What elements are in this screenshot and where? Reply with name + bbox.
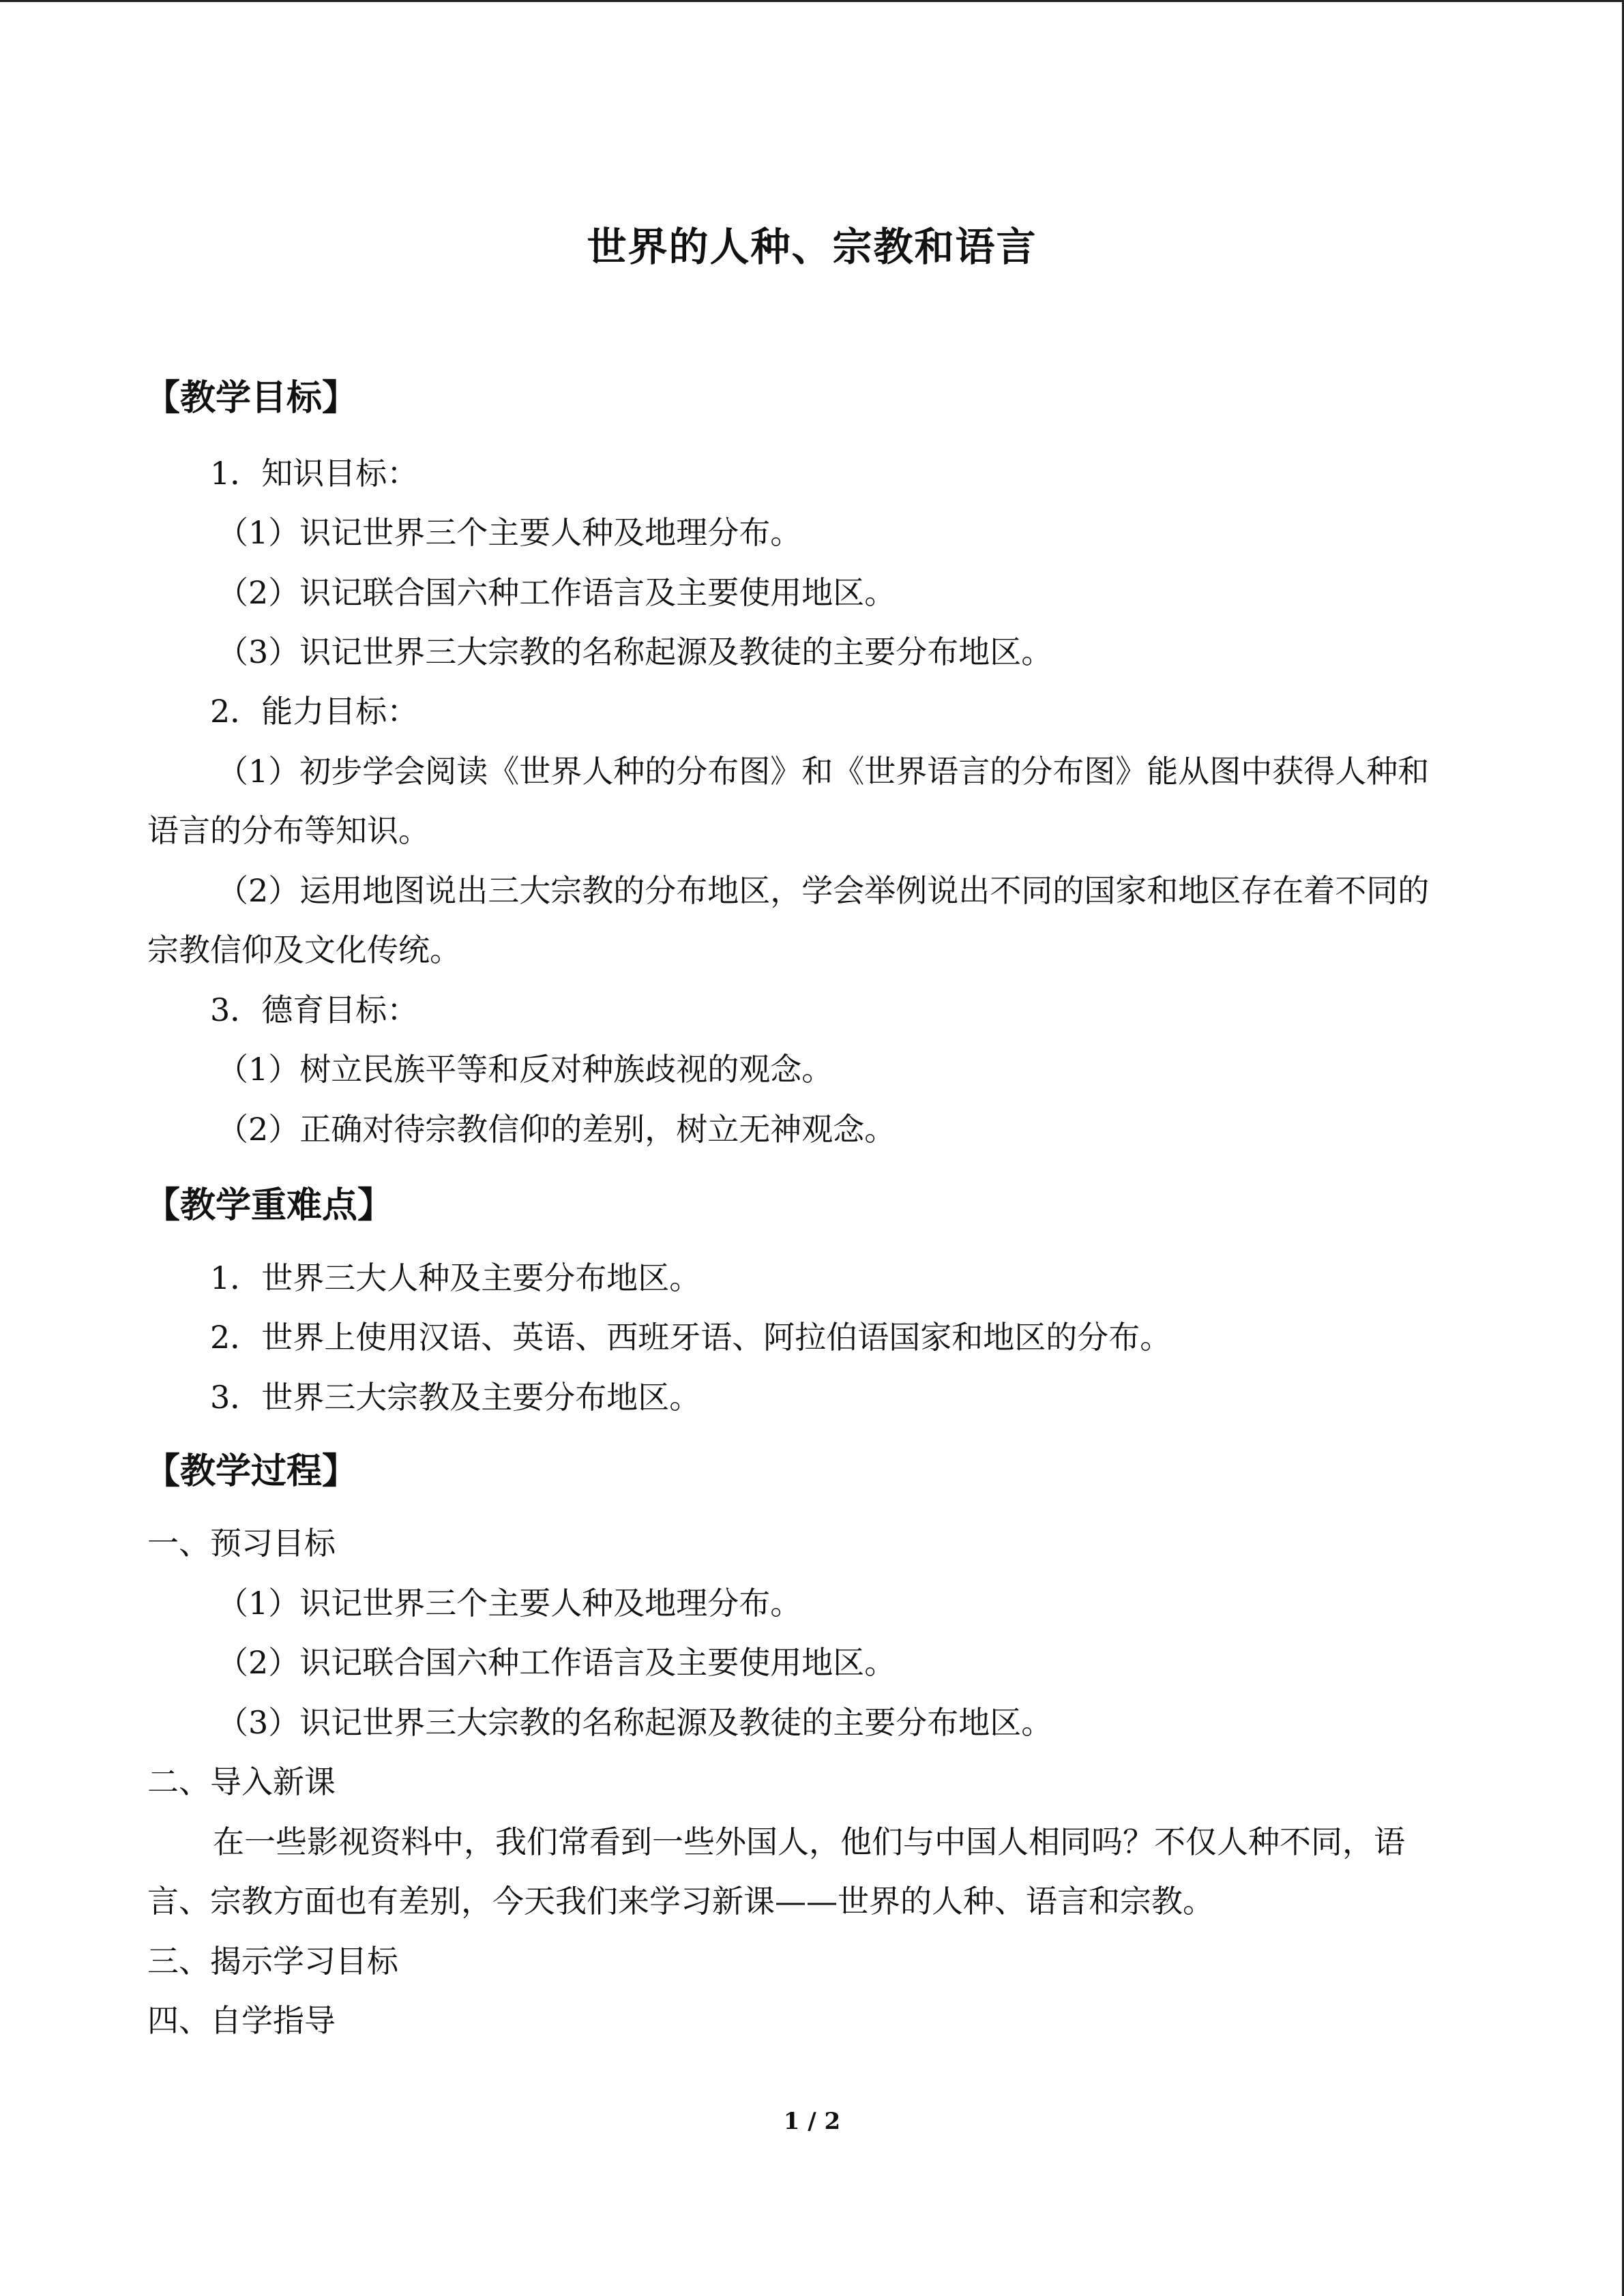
section-heading-objectives: 【教学目标】 (145, 377, 358, 419)
moral-objective-label: 3．德育目标： (210, 992, 419, 1028)
section-heading-key-points: 【教学重难点】 (145, 1184, 394, 1226)
knowledge-objective-label: 1．知识目标： (210, 455, 419, 492)
ability-objective-item-line: 宗教信仰及文化传统。 (147, 931, 461, 968)
knowledge-objective-item: （1）识记世界三个主要人种及地理分布。 (217, 514, 802, 551)
ability-objective-item-line: 语言的分布等知识。 (147, 812, 430, 849)
intro-label: 二、导入新课 (147, 1763, 336, 1800)
ability-objective-item-line: （2）运用地图说出三大宗教的分布地区，学会举例说出不同的国家和地区存在着不同的 (217, 872, 1430, 909)
knowledge-objective-item: （3）识记世界三大宗教的名称起源及教徒的主要分布地区。 (217, 633, 1053, 670)
preview-goal-item: （2）识记联合国六种工作语言及主要使用地区。 (217, 1644, 896, 1681)
document-title: 世界的人种、宗教和语言 (587, 224, 1037, 270)
ability-objective-label: 2．能力目标： (210, 693, 419, 730)
intro-paragraph-line: 言、宗教方面也有差别，今天我们来学习新课——世界的人种、语言和宗教。 (147, 1883, 1214, 1920)
key-point-item: 1．世界三大人种及主要分布地区。 (210, 1259, 701, 1296)
key-point-item: 3．世界三大宗教及主要分布地区。 (210, 1379, 701, 1416)
moral-objective-item: （2）正确对待宗教信仰的差别，树立无神观念。 (217, 1111, 896, 1148)
knowledge-objective-item: （2）识记联合国六种工作语言及主要使用地区。 (217, 574, 896, 611)
reveal-goals-label: 三、揭示学习目标 (147, 1943, 398, 1980)
moral-objective-item: （1）树立民族平等和反对种族歧视的观念。 (217, 1051, 833, 1088)
preview-goal-item: （3）识记世界三大宗教的名称起源及教徒的主要分布地区。 (217, 1704, 1053, 1741)
preview-goal-item: （1）识记世界三个主要人种及地理分布。 (217, 1585, 802, 1622)
preview-goals-label: 一、预习目标 (147, 1525, 336, 1562)
ability-objective-item-line: （1）初步学会阅读《世界人种的分布图》和《世界语言的分布图》能从图中获得人种和 (217, 753, 1430, 790)
page-number: 1 / 2 (783, 2108, 841, 2135)
section-heading-process: 【教学过程】 (145, 1450, 358, 1492)
key-point-item: 2．世界上使用汉语、英语、西班牙语、阿拉伯语国家和地区的分布。 (210, 1319, 1172, 1356)
intro-paragraph-line: 在一些影视资料中，我们常看到一些外国人，他们与中国人相同吗？不仅人种不同，语 (213, 1823, 1405, 1860)
self-study-label: 四、自学指导 (147, 2002, 336, 2039)
